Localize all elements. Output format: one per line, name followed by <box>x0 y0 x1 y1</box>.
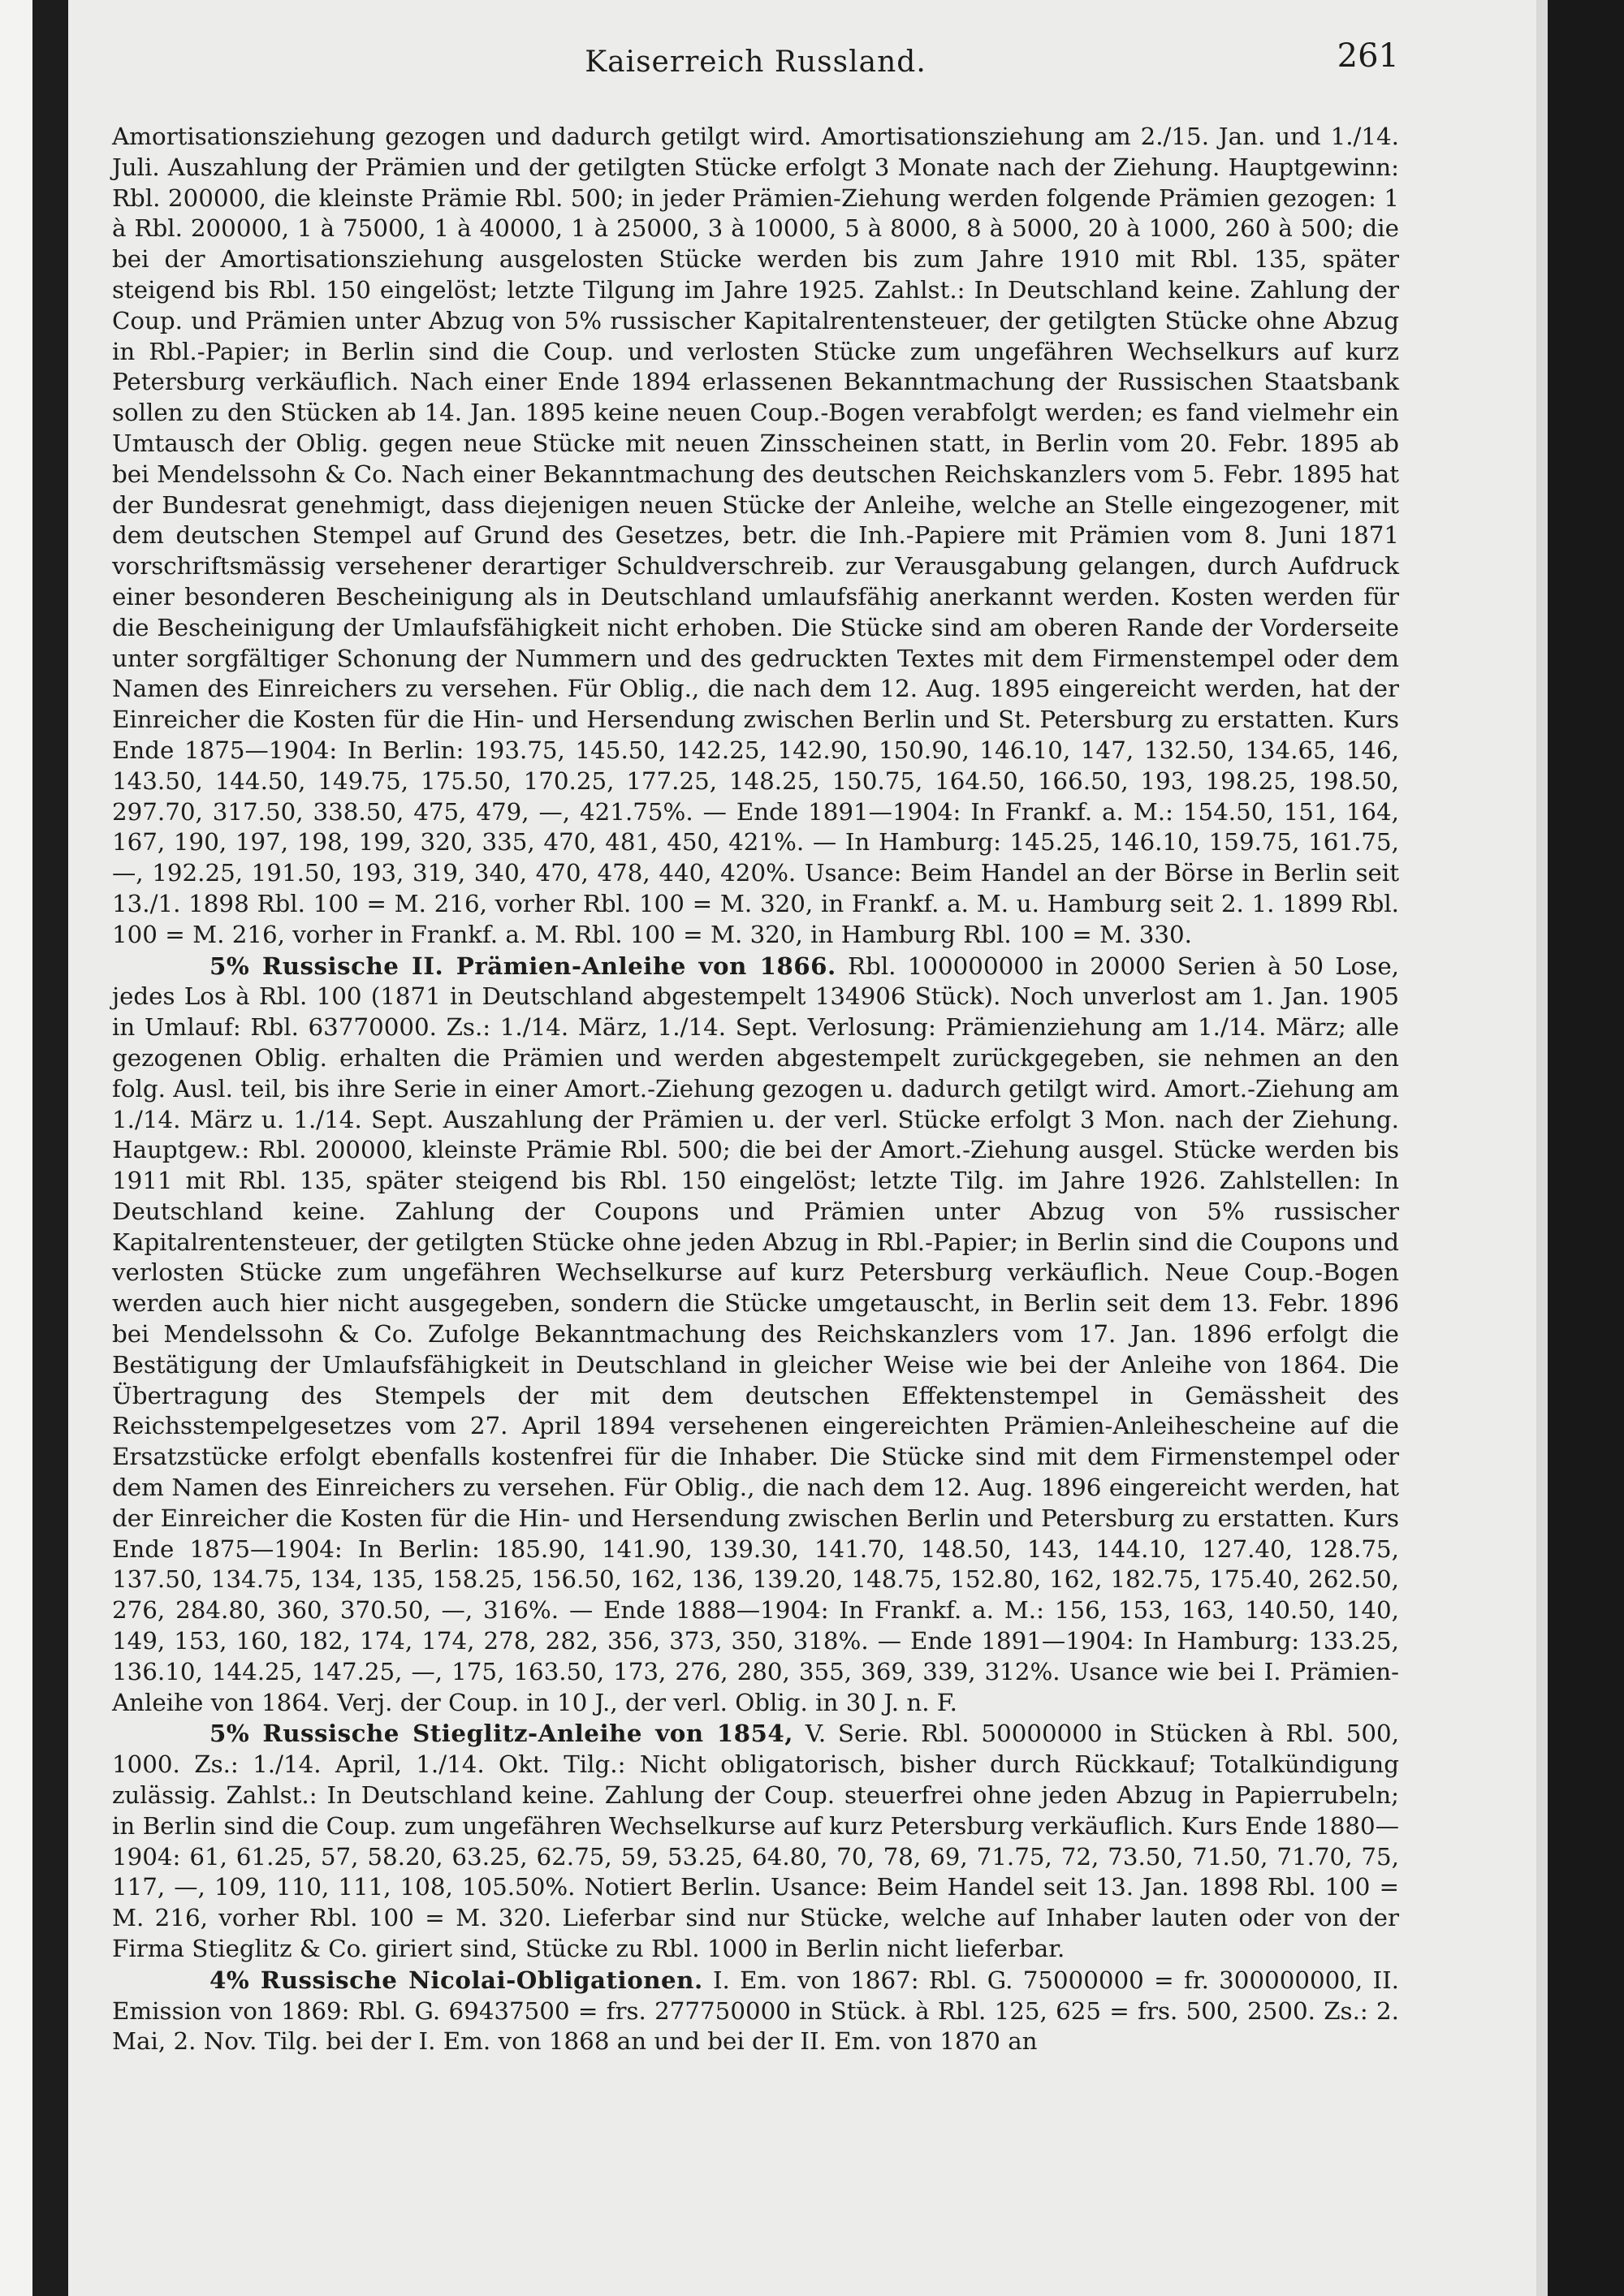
scan-page-edge-right <box>1536 0 1548 2296</box>
entry-text: I. Em. von 1867: Rbl. G. 75000000 = fr. 300000000, II. Emission von 1869: Rbl. G. 69437500 = frs. 277750000 in Stück. à Rbl. 125, 625 = frs. 500, 2500. Zs.: 2. Mai, 2. Nov. Tilg. bei der I. Em. von 1868 an und bei der II. Em. von 1870 an <box>112 1966 1399 2056</box>
paragraph-text: Amortisationsziehung gezogen und dadurch getilgt wird. Amortisationsziehung am 2./15. Jan. und 1./14. Juli. Auszahlung der Prämien und der getilgten Stücke erfolgt 3 Monate nach der Ziehung. Hauptgewinn: Rbl. 200000, die kleinste Prämie Rbl. 500; in jeder Prämien-Ziehung werden folgende Prämien gezogen: 1 à Rbl. 200000, 1 à 75000, 1 à 40000, 1 à 25000, 3 à 10000, 5 à 8000, 8 à 5000, 20 à 1000, 260 à 500; die bei der Amortisationsziehung ausgelosten Stücke werden bis zum Jahre 1910 mit Rbl. 135, später steigend bis Rbl. 150 eingelöst; letzte Tilgung im Jahre 1925. Zahlst.: In Deutschland keine. Zahlung der Coup. und Prämien unter Abzug von 5% russischer Kapitalrentensteuer, der getilgten Stücke ohne Abzug in Rbl.-Papier; in Berlin sind die Coup. und verlosten Stücke zum ungefähren Wechselkurs auf kurz Petersburg verkäuflich. Nach einer Ende 1894 erlassenen Bekanntmachung der Russischen Staatsbank sollen zu den Stücken ab 14. Jan. 1895 keine neuen Coup.-Bogen verabfolgt werden; es fand vielmehr ein Umtausch der Oblig. gegen neue Stücke mit neuen Zinsscheinen statt, in Berlin vom 20. Febr. 1895 ab bei Mendelssohn & Co. Nach einer Bekanntmachung des deutschen Reichskanzlers vom 5. Febr. 1895 hat der Bundesrat genehmigt, dass diejenigen neuen Stücke der Anleihe, welche an Stelle eingezogener, mit dem deutschen Stempel auf Grund des Gesetzes, betr. die Inh.-Papiere mit Prämien vom 8. Juni 1871 vorschriftsmässig versehener derartiger Schuldverschreib. zur Verausgabung gelangen, durch Aufdruck einer besonderen Bescheinigung als in Deutschland umlaufsfähig anerkannt werden. Kosten werden für die Bescheinigung der Umlaufsfähigkeit nicht erhoben. Die Stücke sind am oberen Rande der Vorderseite unter sorgfältiger Schonung der Nummern und des gedruckten Textes mit dem Firmenstempel oder dem Namen des Einreichers zu versehen. Für Oblig., die nach dem 12. Aug. 1895 eingereicht werden, hat der Einreicher die Kosten für die Hin- und Hersendung zwischen Berlin und St. Petersburg zu erstatten. Kurs Ende 1875—1904: In Berlin: 193.75, 145.50, 142.25, 142.90, 150.90, 146.10, 147, 132.50, 134.65, 146, 143.50, 144.50, 149.75, 175.50, 170.25, 177.25, 148.25, 150.75, 164.50, 166.50, 193, 198.25, 198.50, 297.70, 317.50, 338.50, 475, 479, —, 421.75%. — Ende 1891—1904: In Frankf. a. M.: 154.50, 151, 164, 167, 190, 197, 198, 199, 320, 335, 470, 481, 450, 421%. — In Hamburg: 145.25, 146.10, 159.75, 161.75, —, 192.25, 191.50, 193, 319, 340, 470, 478, 440, 420%. Usance: Beim Handel an der Börse in Berlin seit 13./1. 1898 Rbl. 100 = M. 216, vorher Rbl. 100 = M. 320, in Frankf. a. M. u. Hamburg seit 2. 1. 1899 Rbl. 100 = M. 216, vorher in Frankf. a. M. Rbl. 100 = M. 320, in Hamburg Rbl. 100 = M. 330. <box>112 123 1399 948</box>
page-number: 261 <box>1337 37 1399 75</box>
entry-praemien-anleihe-1866 <box>112 951 1399 1719</box>
page-body <box>112 122 1399 2057</box>
page-header <box>112 36 1399 84</box>
scan-gutter-right <box>1548 0 1624 2296</box>
paragraph-amortisation <box>112 122 1399 951</box>
scan-gutter-left <box>32 0 68 2296</box>
entry-heading: 5% Russische Stieglitz-Anleihe von 1854, <box>209 1719 793 1748</box>
entry-text: Rbl. 100000000 in 20000 Serien à 50 Lose, jedes Los à Rbl. 100 (1871 in Deutschland abgestempelt 134906 Stück). Noch unverlost am 1. Jan. 1905 in Umlauf: Rbl. 63770000. Zs.: 1./14. März, 1./14. Sept. Verlosung: Prämienziehung am 1./14. März; alle gezogenen Oblig. erhalten die Prämien und werden abgestempelt zurückgegeben, sie nehmen an den folg. Ausl. teil, bis ihre Serie in einer Amort.-Ziehung gezogen u. dadurch getilgt wird. Amort.-Ziehung am 1./14. März u. 1./14. Sept. Auszahlung der Prämien u. der verl. Stücke erfolgt 3 Mon. nach der Ziehung. Hauptgew.: Rbl. 200000, kleinste Prämie Rbl. 500; die bei der Amort.-Ziehung ausgel. Stücke werden bis 1911 mit Rbl. 135, später steigend bis Rbl. 150 eingelöst; letzte Tilg. im Jahre 1926. Zahlstellen: In Deutschland keine. Zahlung der Coupons und Prämien unter Abzug von 5% russischer Kapitalrentensteuer, der getilgten Stücke ohne jeden Abzug in Rbl.-Papier; in Berlin sind die Coupons und verlosten Stücke zum ungefähren Wechselkurse auf kurz Petersburg verkäuflich. Neue Coup.-Bogen werden auch hier nicht ausgegeben, sondern die Stücke umgetauscht, in Berlin seit dem 13. Febr. 1896 bei Mendelssohn & Co. Zufolge Bekanntmachung des Reichskanzlers vom 17. Jan. 1896 erfolgt die Bestätigung der Umlaufsfähigkeit in Deutschland in gleicher Weise wie bei der Anleihe von 1864. Die Übertragung des Stempels der mit dem deutschen Effektenstempel in Gemässheit des Reichsstempelgesetzes vom 27. April 1894 versehenen eingereichten Prämien-Anleihescheine auf die Ersatzstücke erfolgt ebenfalls kostenfrei für die Inhaber. Die Stücke sind mit dem Firmenstempel oder dem Namen des Einreichers zu versehen. Für Oblig., die nach dem 12. Aug. 1896 eingereicht werden, hat der Einreicher die Kosten für die Hin- und Hersendung zwischen Berlin und Petersburg zu erstatten. Kurs Ende 1875—1904: In Berlin: 185.90, 141.90, 139.30, 141.70, 148.50, 143, 144.10, 127.40, 128.75, 137.50, 134.75, 134, 135, 158.25, 156.50, 162, 136, 139.20, 148.75, 152.80, 162, 182.75, 175.40, 262.50, 276, 284.80, 360, 370.50, —, 316%. — Ende 1888—1904: In Frankf. a. M.: 156, 153, 163, 140.50, 140, 149, 153, 160, 182, 174, 174, 278, 282, 356, 373, 350, 318%. — Ende 1891—1904: In Hamburg: 133.25, 136.10, 144.25, 147.25, —, 175, 163.50, 173, 276, 280, 355, 369, 339, 312%. Usance wie bei I. Prämien-Anleihe von 1864. Verj. der Coup. in 10 J., der verl. Oblig. in 30 J. n. F. <box>112 952 1399 1716</box>
scan-edge-left <box>0 0 32 2296</box>
entry-heading: 5% Russische II. Prämien-Anleihe von 1866. <box>209 951 836 980</box>
entry-heading: 4% Russische Nicolai-Obligationen. <box>209 1965 703 1994</box>
entry-stieglitz-anleihe-1854 <box>112 1718 1399 1964</box>
running-title: Kaiserreich Russland. <box>585 45 926 79</box>
entry-text: V. Serie. Rbl. 50000000 in Stücken à Rbl. 500, 1000. Zs.: 1./14. April, 1./14. Okt. Tilg.: Nicht obligatorisch, bisher durch Rückkauf; Totalkündigung zulässig. Zahlst.: In Deutschland keine. Zahlung der Coup. steuerfrei ohne jeden Abzug in Papierrubeln; in Berlin sind die Coup. zum ungefähren Wechselkurse auf kurz Petersburg verkäuflich. Kurs Ende 1880—1904: 61, 61.25, 57, 58.20, 63.25, 62.75, 59, 53.25, 64.80, 70, 78, 69, 71.75, 72, 73.50, 71.50, 71.70, 75, 117, —, 109, 110, 111, 108, 105.50%. Notiert Berlin. Usance: Beim Handel seit 13. Jan. 1898 Rbl. 100 = M. 216, vorher Rbl. 100 = M. 320. Lieferbar sind nur Stücke, welche auf Inhaber lauten oder von der Firma Stieglitz & Co. giriert sind, Stücke zu Rbl. 1000 in Berlin nicht lieferbar. <box>112 1720 1400 1963</box>
entry-nicolai-obligationen <box>112 1965 1399 2057</box>
